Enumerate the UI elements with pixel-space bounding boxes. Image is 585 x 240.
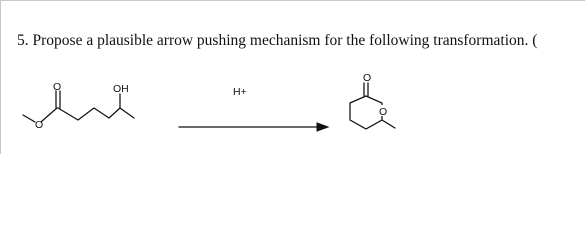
reactant-ester-oxygen-label: O bbox=[35, 119, 44, 131]
reaction-scheme bbox=[1, 1, 585, 155]
reaction-arrow-head bbox=[317, 123, 328, 131]
product-methyl-bond bbox=[382, 120, 395, 128]
reactant-hydroxyl-label: OH bbox=[113, 83, 129, 95]
product-ring-oxygen-label: O bbox=[379, 106, 388, 118]
reactant-carbonyl-carbon-bond bbox=[50, 108, 57, 114]
reactant-methyl-bond bbox=[23, 115, 35, 122]
reaction-arrow-group bbox=[179, 86, 328, 131]
product-structure bbox=[350, 71, 395, 129]
reagent-label: H+ bbox=[233, 86, 247, 98]
product-carbonyl-oxygen-label: O bbox=[363, 72, 372, 84]
reactant-structure bbox=[23, 81, 134, 131]
reactant-carbon-chain bbox=[58, 108, 120, 120]
reactant-terminal-methyl-bond bbox=[120, 108, 134, 118]
question-text: 5. Propose a plausible arrow pushing mechanism for the following transformation. ( bbox=[17, 32, 538, 49]
reactant-carbonyl-oxygen-label: O bbox=[53, 81, 62, 93]
